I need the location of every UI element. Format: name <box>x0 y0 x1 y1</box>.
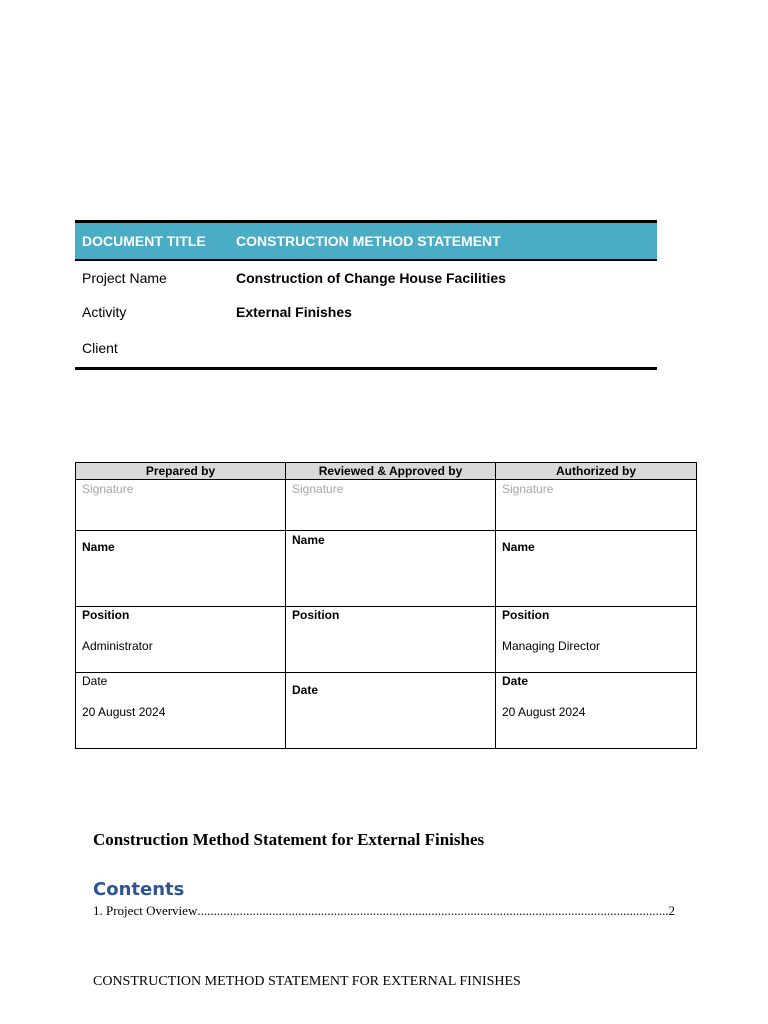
reviewed-name-cell <box>286 531 496 607</box>
prepared-by-header: Prepared by <box>76 463 286 480</box>
activity-row <box>75 295 657 329</box>
document-title-value: CONSTRUCTION METHOD STATEMENT <box>236 233 501 249</box>
authorized-position-value: Managing Director <box>502 639 601 653</box>
client-label: Client <box>82 340 118 356</box>
toc-entry-text: 1. Project Overview <box>93 903 198 918</box>
project-name-row <box>75 261 657 295</box>
prepared-signature-field[interactable] <box>76 480 286 531</box>
document-title-header <box>75 223 657 261</box>
authorized-by-header: Authorized by <box>496 463 697 480</box>
reviewed-signature-field[interactable] <box>286 480 496 531</box>
position-label: Position <box>502 608 550 622</box>
document-title-block <box>75 220 657 370</box>
contents-heading: Contents <box>93 879 185 900</box>
signoff-table <box>75 462 697 749</box>
signature-row <box>76 480 697 531</box>
signoff-header-row <box>76 463 697 480</box>
authorized-signature-field[interactable] <box>496 480 697 531</box>
reviewed-position-cell <box>286 607 496 673</box>
position-label: Position <box>82 608 130 622</box>
name-row <box>76 531 697 607</box>
authorized-date-cell <box>496 673 697 749</box>
document-heading: Construction Method Statement for External Finishes <box>93 830 485 849</box>
toc-leader-dots <box>197 903 668 919</box>
prepared-name-cell <box>76 531 286 607</box>
signature-placeholder: Signature <box>502 482 554 496</box>
prepared-position-value: Administrator <box>82 639 153 653</box>
project-name-label: Project Name <box>82 270 167 286</box>
name-label: Name <box>292 533 325 547</box>
activity-label: Activity <box>82 304 127 320</box>
prepared-position-cell <box>76 607 286 673</box>
signature-placeholder: Signature <box>292 482 344 496</box>
reviewed-approved-by-header: Reviewed & Approved by <box>286 463 496 480</box>
date-label: Date <box>502 674 529 688</box>
position-label: Position <box>292 608 340 622</box>
authorized-position-cell <box>496 607 697 673</box>
authorized-name-cell <box>496 531 697 607</box>
project-name-value: Construction of Change House Facilities <box>236 270 506 286</box>
section-footer-title: CONSTRUCTION METHOD STATEMENT FOR EXTERNAL FINISHES <box>93 974 521 989</box>
date-row <box>76 673 697 749</box>
document-title-label: DOCUMENT TITLE <box>82 233 206 249</box>
client-row <box>75 329 657 367</box>
authorized-date-value: 20 August 2024 <box>502 705 586 719</box>
name-label: Name <box>82 540 115 554</box>
date-label: Date <box>82 674 108 688</box>
prepared-date-cell <box>76 673 286 749</box>
name-label: Name <box>502 540 535 554</box>
reviewed-date-cell <box>286 673 496 749</box>
prepared-date-value: 20 August 2024 <box>82 705 166 719</box>
toc-entry-project-overview[interactable] <box>93 903 675 919</box>
date-label: Date <box>292 683 319 697</box>
signature-placeholder: Signature <box>82 482 134 496</box>
position-row <box>76 607 697 673</box>
activity-value: External Finishes <box>236 304 352 320</box>
toc-entry-page: 2 <box>668 903 675 918</box>
